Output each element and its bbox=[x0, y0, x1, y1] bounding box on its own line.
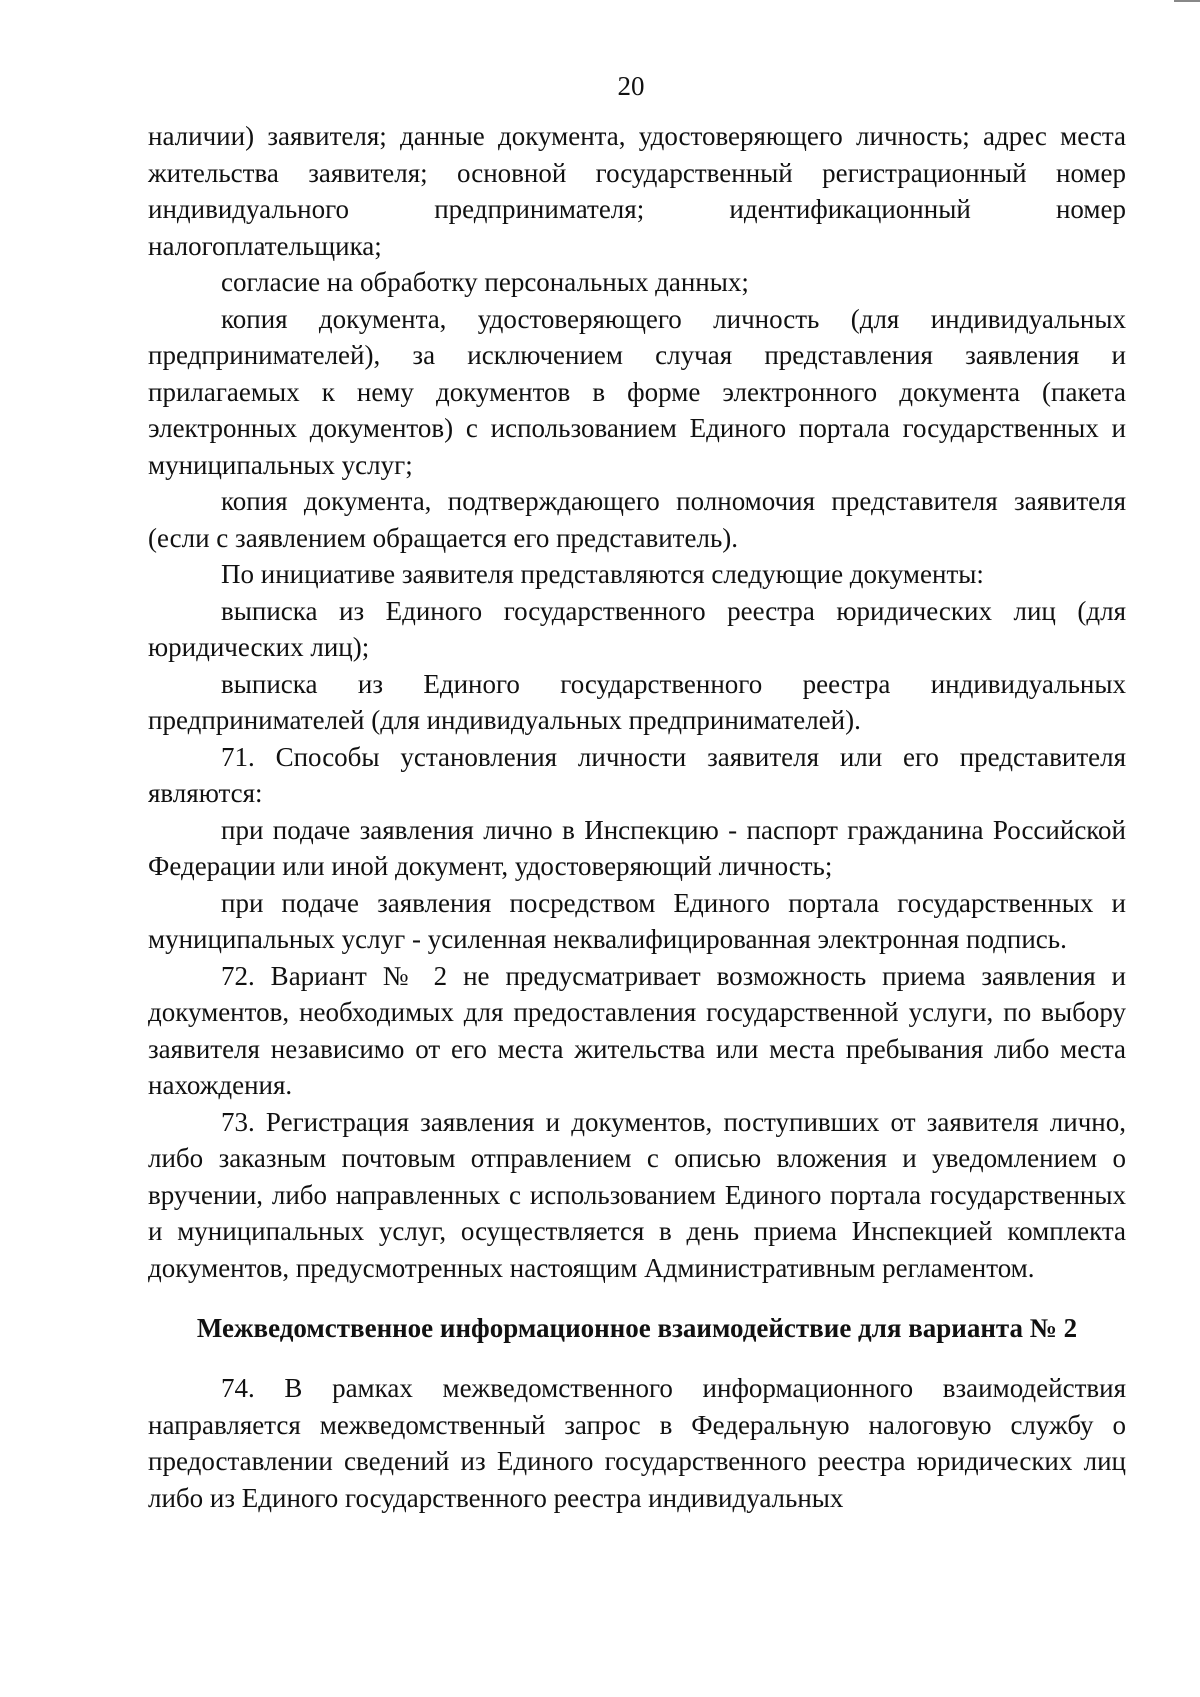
paragraph: при подаче заявления посредством Единого портала государственных и муниципальных услуг - усиленная неквалифицированная электронная подпись. bbox=[148, 887, 1126, 954]
paragraph: 72. Вариант № 2 не предусматривает возможность приема заявления и документов, необходимых для предоставления государственной услуги, по выбору заявителя независимо от его места жительства или места пребывания либо места нахождения. bbox=[148, 960, 1126, 1100]
paragraph: выписка из Единого государственного реестра юридических лиц (для юридических лиц); bbox=[148, 595, 1126, 662]
paragraph: 71. Способы установления личности заявителя или его представителя являются: bbox=[148, 741, 1126, 808]
paragraph: наличии) заявителя; данные документа, удостоверяющего личность; адрес места жительства заявителя; основной государственный регистрационный номер индивидуального предпринимателя; идентификационный номер налогоплательщика; bbox=[148, 121, 1126, 261]
paragraph: выписка из Единого государственного реестра индивидуальных предпринимателей (для индивидуальных предпринимателей). bbox=[148, 668, 1126, 735]
page-content bbox=[148, 118, 1126, 1516]
page-number: 20 bbox=[617, 71, 645, 101]
paragraph: копия документа, подтверждающего полномочия представителя заявителя (если с заявлением обращается его представитель). bbox=[148, 486, 1126, 553]
paragraph: По инициативе заявителя представляются следующие документы: bbox=[221, 559, 984, 589]
paragraph: согласие на обработку персональных данных; bbox=[221, 267, 749, 297]
paragraph: копия документа, удостоверяющего личность (для индивидуальных предпринимателей), за исключением случая представления заявления и прилагаемых к нему документов в форме электронного документа (пакета электронных документов) с использованием Единого портала государственных и муниципальных услуг; bbox=[148, 303, 1126, 480]
scan-corner-mark bbox=[1174, 0, 1200, 8]
paragraph: 74. В рамках межведомственного информационного взаимодействия направляется межведомственный запрос в Федеральную налоговую службу о предоставлении сведений из Единого государственного реестра юридических лиц либо из Единого государственного реестра индивидуальных bbox=[148, 1373, 1126, 1513]
paragraph: при подаче заявления лично в Инспекцию - паспорт гражданина Российской Федерации или иной документ, удостоверяющий личность; bbox=[148, 814, 1126, 881]
section-heading: Межведомственное информационное взаимодействие для варианта № 2 bbox=[196, 1313, 1078, 1343]
paragraph: 73. Регистрация заявления и документов, поступивших от заявителя лично, либо заказным почтовым отправлением с описью вложения и уведомлением о вручении, либо направленных с использованием Единого портала государственных и муниципальных услуг, осуществляется в день приема Инспекцией комплекта документов, предусмотренных настоящим Административным регламентом. bbox=[148, 1106, 1126, 1283]
paragraphs-after-heading bbox=[148, 1370, 1126, 1516]
paragraphs-before-heading bbox=[148, 118, 1126, 1286]
